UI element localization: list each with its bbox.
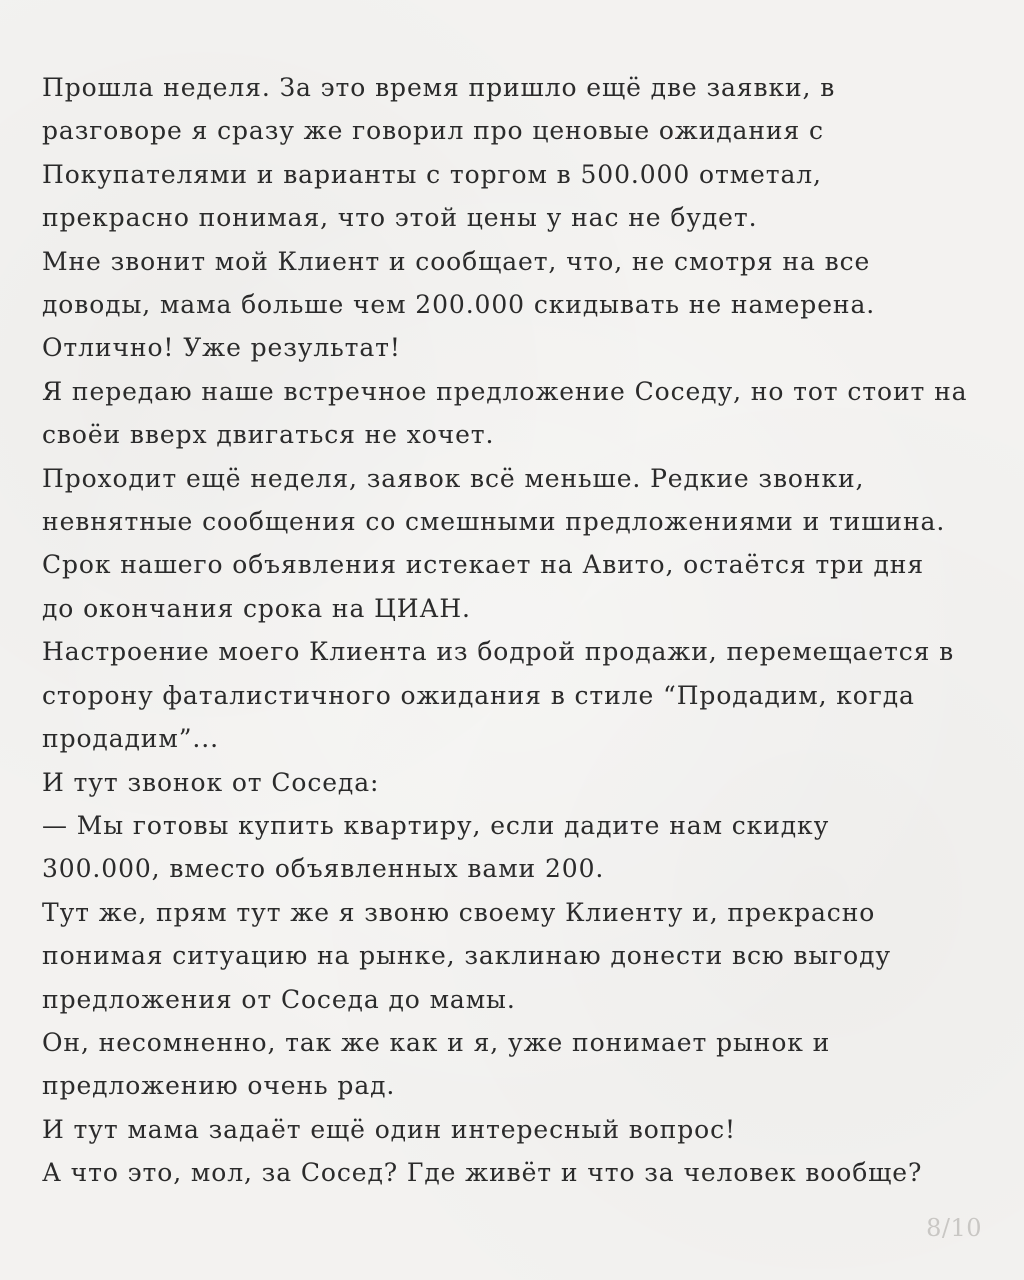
text-line: А что это, мол, за Сосед? Где живёт и что за человек вообще?	[42, 1158, 923, 1188]
text-line: Проходит ещё неделя, заявок всё меньше. Редкие звонки,	[42, 463, 865, 493]
text-line: Срок нашего объявления истекает на Авито, остаётся три дня	[42, 550, 924, 580]
text-line: понимая ситуацию на рынке, заклинаю донести всю выгоду	[42, 941, 892, 971]
text-line: И тут звонок от Соседа:	[42, 767, 380, 797]
text-line: до окончания срока на ЦИАН.	[42, 593, 471, 623]
text-line: сторону фаталистичного ожидания в стиле “Продадим, когда	[42, 680, 915, 710]
text-line: Я передаю наше встречное предложение Соседу, но тот стоит на	[42, 376, 968, 406]
text-line: Он, несомненно, так же как и я, уже понимает рынок и	[42, 1027, 831, 1057]
text-line: разговоре я сразу же говорил про ценовые ожидания с	[42, 116, 824, 146]
text-line: своёи вверх двигаться не хочет.	[42, 420, 495, 450]
text-line: Покупателями и варианты с торгом в 500.000 отметал,	[42, 159, 822, 189]
text-line: Настроение моего Клиента из бодрой продажи, перемещается в	[42, 637, 955, 667]
text-line: прекрасно понимая, что этой цены у нас не будет.	[42, 203, 758, 233]
text-line: — Мы готовы купить квартиру, если дадите нам скидку	[42, 810, 830, 840]
text-line: Мне звонит мой Клиент и сообщает, что, не смотря на все	[42, 246, 871, 276]
text-line: Тут же, прям тут же я звоню своему Клиенту и, прекрасно	[42, 897, 876, 927]
text-line: 300.000, вместо объявленных вами 200.	[42, 854, 605, 884]
text-line: Отлично! Уже результат!	[42, 333, 401, 363]
text-line: невнятные сообщения со смешными предложениями и тишина.	[42, 507, 946, 537]
text-line: продадим”...	[42, 724, 219, 754]
text-line: И тут мама задаёт ещё один интересный вопрос!	[42, 1114, 736, 1144]
text-line: предложению очень рад.	[42, 1071, 396, 1101]
text-line: доводы, мама больше чем 200.000 скидывать не намерена.	[42, 290, 876, 320]
page-number: 8/10	[926, 1214, 982, 1242]
text-line: предложения от Соседа до мамы.	[42, 984, 516, 1014]
story-text	[42, 66, 992, 1195]
text-line: Прошла неделя. За это время пришло ещё две заявки, в	[42, 73, 836, 102]
